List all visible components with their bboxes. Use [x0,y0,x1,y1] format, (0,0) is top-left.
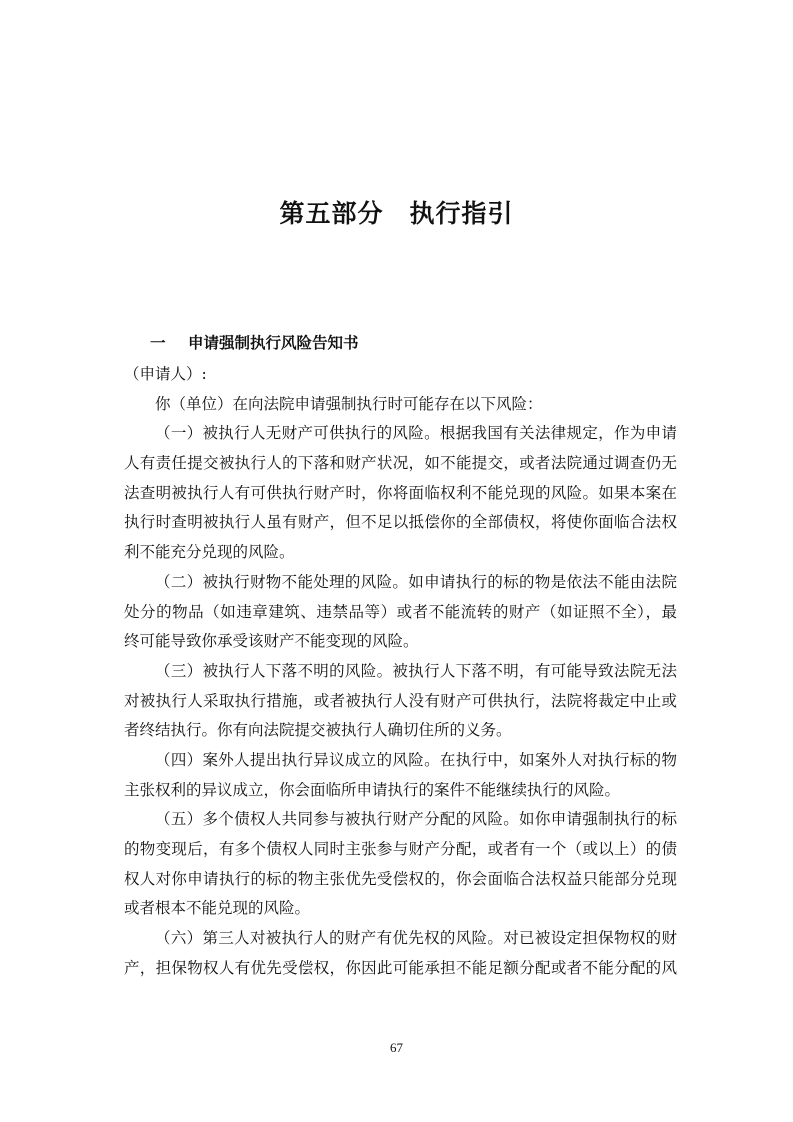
text-line: 对被执行人采取执行措施，或者被执行人没有财产可供执行，法院将裁定中止或 [124,691,677,710]
body-text [124,360,677,983]
section-heading-text: 申请强制执行风险告知书 [188,334,359,352]
text-line: 产，担保物权人有优先受偿权，你因此可能承担不能足额分配或者不能分配的风 [124,958,677,977]
text-line: （三）被执行人下落不明的风险。被执行人下落不明，有可能导致法院无法 [155,661,677,680]
text-line: 或者根本不能兑现的风险。 [124,899,311,918]
text-line: 的物变现后，有多个债权人同时主张参与财产分配，或者有一个（或以上）的债 [124,840,677,858]
text-line: 处分的物品（如违章建筑、违禁品等）或者不能流转的财产（如证照不全），最 [124,602,677,621]
text-line: （二）被执行财物不能处理的风险。如申请执行的标的物是依法不能由法院 [155,572,677,591]
text-line: 者终结执行。你有向法院提交被执行人确切住所的义务。 [124,721,512,740]
text-line: 法查明被执行人有可供执行财产时，你将面临权利不能兑现的风险。如果本案在 [124,483,677,502]
text-line: 终可能导致你承受该财产不能变现的风险。 [124,632,419,651]
page-title: 第五部分 执行指引 [279,199,514,228]
text-line: （五）多个债权人共同参与被执行财产分配的风险。如你申请强制执行的标 [155,810,677,829]
addressee-line: （申请人）: [124,365,207,383]
text-line: 人有责任提交被执行人的下落和财产状况，如不能提交，或者法院通过调查仍无 [124,454,677,473]
text-line: 权人对你申请执行的标的物主张优先受偿权的，你会面临合法权益只能部分兑现 [124,869,677,888]
text-line: 利不能充分兑现的风险。 [124,543,295,562]
text-line: （一）被执行人无财产可供执行的风险。根据我国有关法律规定，作为申请 [155,424,677,443]
text-line: （六）第三人对被执行人的财产有优先权的风险。对已被设定担保物权的财 [155,929,677,948]
page-number: 67 [390,1040,403,1055]
section-number: 一 [150,334,166,352]
text-line: （四）案外人提出执行异议成立的风险。在执行中，如案外人对执行标的物 [155,750,677,769]
text-line: 你（单位）在向法院申请强制执行时可能存在以下风险： [155,394,543,413]
text-line: 主张权利的异议成立，你会面临所申请执行的案件不能继续执行的风险。 [124,780,621,799]
section-heading [150,331,359,353]
text-line: 执行时查明被执行人虽有财产，但不足以抵偿你的全部债权，将使你面临合法权 [124,513,677,532]
